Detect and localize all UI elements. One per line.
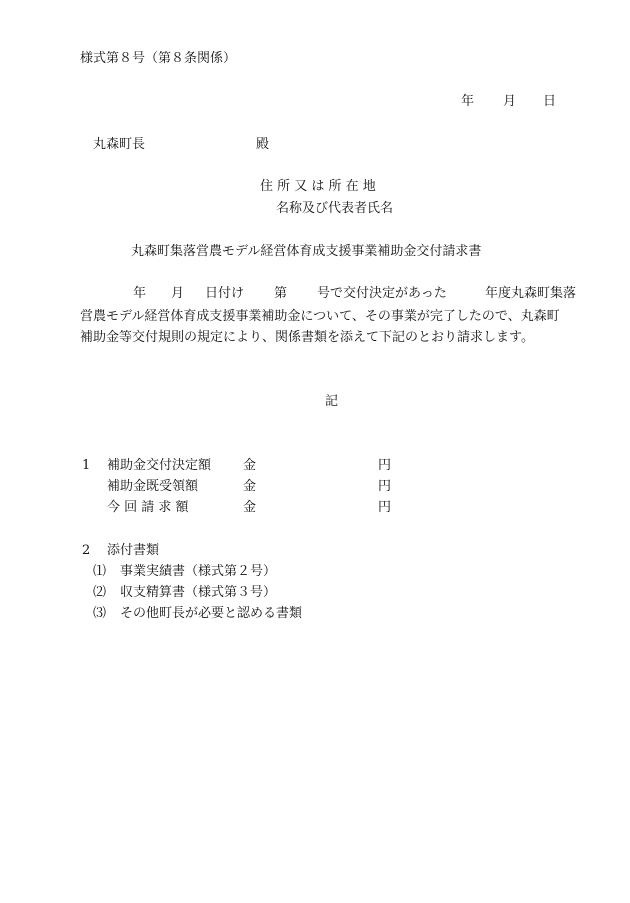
amount-kin: 金 (243, 479, 257, 494)
amount-kin: 金 (243, 500, 257, 515)
section-2-number: 2 (82, 543, 91, 558)
attachment-marker: ⑶ (93, 606, 107, 621)
amount-yen: 円 (378, 479, 392, 494)
recipient-honorific: 殿 (256, 137, 270, 152)
section-2-title: 添付書類 (107, 543, 160, 558)
attachment-marker: ⑴ (93, 564, 107, 579)
amount-yen: 円 (378, 458, 392, 473)
date-month: 月 (503, 94, 517, 109)
applicant-name-label: 名称及び代表者氏名 (276, 201, 394, 216)
form-number: 様式第８号（第８条関係） (80, 51, 237, 66)
section-1-number: 1 (82, 458, 91, 473)
amount-kin: 金 (243, 458, 257, 473)
attachment-text: 収支精算書（様式第３号） (120, 585, 277, 600)
document-title: 丸森町集落営農モデル経営体育成支援事業補助金交付請求書 (131, 244, 482, 259)
body-month: 月 (171, 286, 185, 301)
date-year: 年 (461, 94, 475, 109)
body-line-2: 営農モデル経営体育成支援事業補助金について、その事業が完了したので、丸森町 (80, 309, 560, 324)
date-day: 日 (543, 94, 557, 109)
attachment-text: 事業実績書（様式第２号） (120, 564, 277, 579)
recipient-name: 丸森町長 (93, 137, 146, 152)
amount-yen: 円 (378, 500, 392, 515)
attachment-marker: ⑵ (93, 585, 107, 600)
body-no: 第 (274, 286, 288, 301)
applicant-address-label: 住 所 又 は 所 在 地 (260, 179, 376, 194)
amount-label: 補助金既受領額 (107, 479, 199, 494)
amount-label: 補助金交付決定額 (107, 458, 212, 473)
amount-label: 今 回 請 求 額 (107, 500, 189, 515)
ki-heading: 記 (325, 394, 339, 409)
body-year: 年 (133, 286, 147, 301)
body-issued: 号で交付決定があった (317, 286, 447, 301)
body-fiscal-year: 年度丸森町集落 (485, 286, 577, 301)
body-line-3: 補助金等交付規則の規定により、関係書類を添えて下記のとおり請求します。 (80, 330, 534, 345)
attachment-text: その他町長が必要と認める書類 (120, 606, 303, 621)
body-day-ref: 日付け (205, 286, 245, 301)
